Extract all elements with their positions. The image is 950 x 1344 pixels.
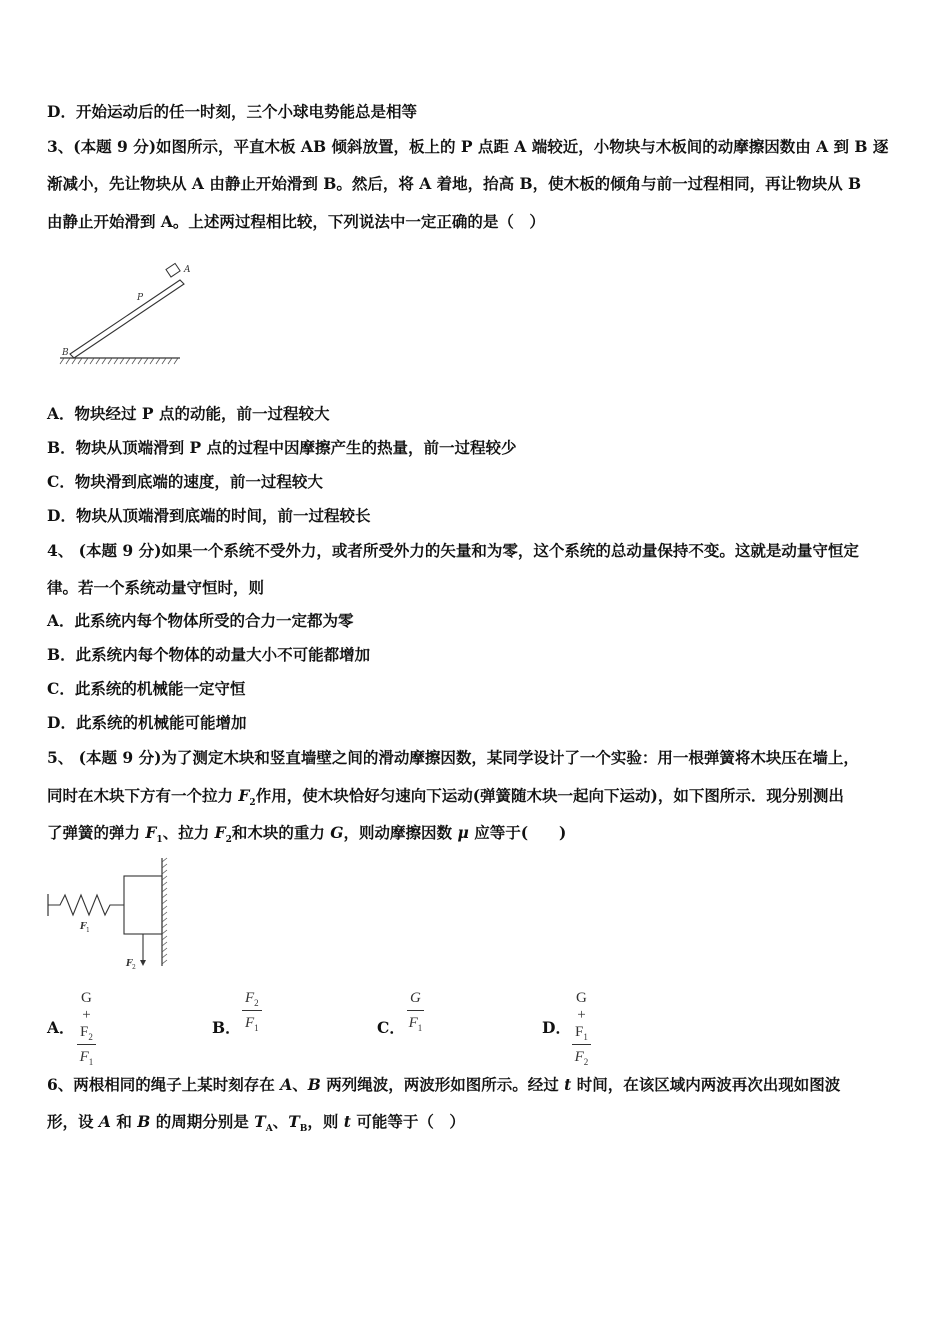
q3-label-p: P [137,293,144,303]
q5-spring-block-figure [46,856,176,972]
q4-option-c: C．此系统的机械能一定守恒 [47,679,246,698]
q4-option-d: D．此系统的机械能可能增加 [47,713,247,732]
q3-stem-line3: 由静止开始滑到 A。上述两过程相比较，下列说法中一定正确的是（ ） [47,212,545,231]
q3-option-c: C．物块滑到底端的速度，前一过程较大 [47,472,323,491]
q3-incline-figure [58,258,191,368]
q6-stem-line1: 6、两根相同的绳子上某时刻存在 A、B 两列绳波，两波形如图所示。经过 t 时间，在该区域内两波再次出现如图波 [47,1075,841,1094]
q3-stem-line1: 3、(本题 9 分)如图所示，平直木板 AB 倾斜放置，板上的 P 点距 A 端较近，小物块与木板间的动摩擦因数由 A 到 B 逐 [47,137,889,156]
q5-stem-line2: 同时在木块下方有一个拉力 $F_2$作用，使木块恰好匀速向下运动(弹簧随木块一起向下运动)，如下图所示．现分别测出 [47,786,844,809]
q3-label-b: B [62,348,69,358]
q3-stem-line2: 渐减小，先让物块从 A 由静止开始滑到 B。然后，将 A 着地，抬高 B，使木板的倾角与前一过程相同，再让物块从 B [47,174,862,193]
q5-label-f2: F [126,959,133,969]
q5-stem-line3: 了弹簧的弹力 $F_1$、拉力 $F_2$和木块的重力 G，则动摩擦因数 μ 应等于( ) [47,823,567,846]
q4-stem-line2: 律。若一个系统动量守恒时，则 [47,578,265,597]
q5-option-a-fraction: $\frac{G + F_2}{F_1}$ [77,990,96,1067]
q4-option-b: B．此系统内每个物体的动量大小不可能都增加 [47,645,371,664]
q5-options-row: A． $\frac{G + F_2}{F_1}$ B． $\frac{F_2}{F_1}$ C． $\frac{G}{F_1}$ D． $\frac{G + F_1}{F_2}$ [47,990,747,1044]
q5-stem-line1: 5、 (本题 9 分)为了测定木块和竖直墙壁之间的滑动摩擦因数，某同学设计了一个实验：用一根弹簧将木块压在墙上， [47,748,859,767]
q5-label-f2-sub: 2 [132,964,136,971]
q6-stem-line2: 形，设 A 和 B 的周期分别是 $T_A$、$T_B$，则 t 可能等于（ ） [47,1112,465,1135]
q5-label-f1-sub: 1 [86,927,90,934]
q3-label-a: A [184,265,191,275]
q4-stem-line1: 4、 (本题 9 分)如果一个系统不受外力，或者所受外力的矢量和为零，这个系统的总动量保持不变。这就是动量守恒定 [47,541,859,560]
q3-option-d: D．物块从顶端滑到底端的时间，前一过程较长 [47,506,371,525]
q3-option-a: A．物块经过 P 点的动能，前一过程较大 [47,404,330,423]
q5-label-f1: F [80,922,87,932]
q3-option-b: B．物块从顶端滑到 P 点的过程中因摩擦产生的热量，前一过程较少 [47,438,517,457]
q5-option-d-fraction: $\frac{G + F_1}{F_2}$ [572,990,591,1067]
q5-option-c-fraction: $\frac{G}{F_1}$ [408,990,423,1033]
q4-option-a: A．此系统内每个物体所受的合力一定都为零 [47,611,354,630]
q5-option-b-fraction: $\frac{F_2}{F_1}$ [242,990,262,1033]
q2-option-d: D．开始运动后的任一时刻，三个小球电势能总是相等 [47,102,417,121]
